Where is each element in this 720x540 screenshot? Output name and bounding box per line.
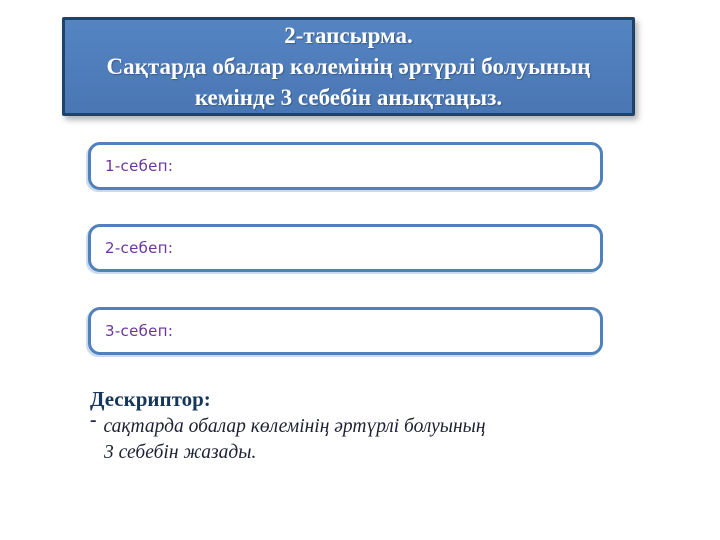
reason-label-1: 1-себеп:: [105, 157, 174, 175]
descriptor-line-1-text: сақтарда обалар көлемінің әртүрлі болуының: [103, 416, 486, 437]
reason-box-2[interactable]: [88, 224, 603, 272]
reason-label-2: 2-себеп:: [105, 239, 174, 257]
descriptor-heading: Дескриптор:: [90, 387, 211, 411]
task-title-line-3: кемінде 3 себебін анықтаңыз.: [194, 85, 503, 110]
reason-box-1[interactable]: [88, 142, 603, 190]
reason-label-3: 3-себеп:: [105, 322, 174, 340]
descriptor-line-1: [90, 410, 560, 440]
task-title-line-2: Сақтарда обалар көлемінің әртүрлі болуының: [106, 54, 591, 79]
task-title-banner: [62, 17, 635, 116]
reason-box-3[interactable]: [88, 307, 603, 355]
descriptor-bullet-dash: -: [90, 410, 97, 431]
task-title-line-1: 2-тапсырма.: [284, 23, 413, 48]
descriptor-block: [90, 386, 560, 466]
descriptor-line-2: 3 себебін жазады.: [104, 442, 257, 463]
